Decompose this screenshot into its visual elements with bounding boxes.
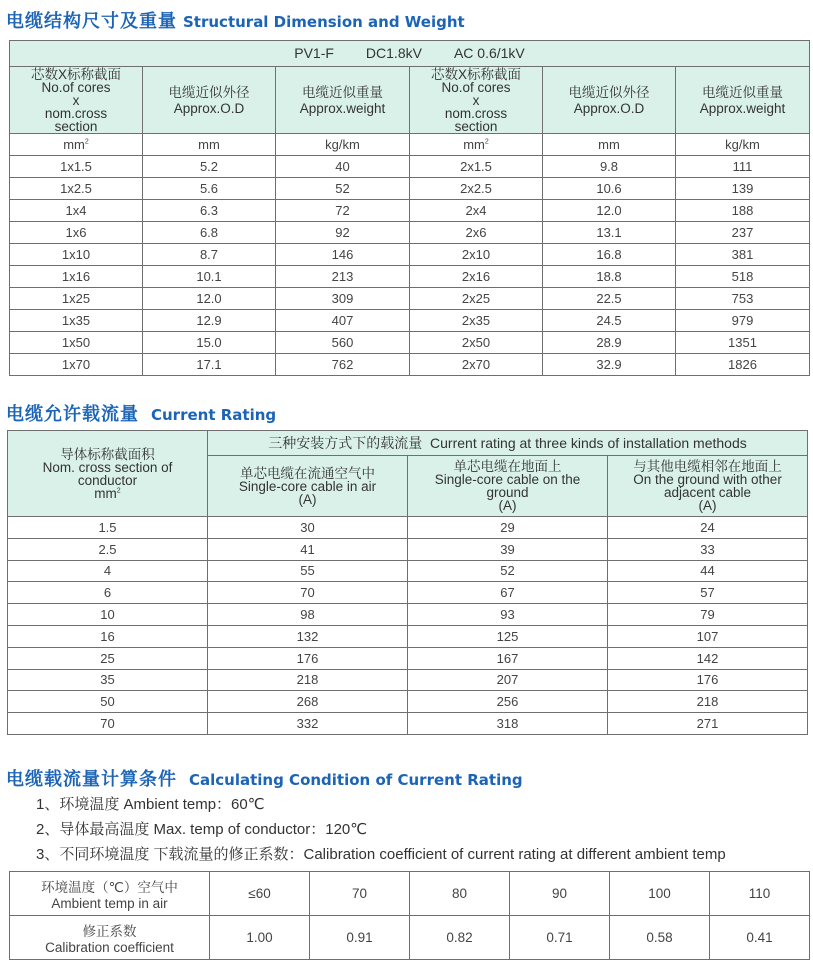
- unit-superscript: 2: [116, 487, 121, 494]
- spec-dc-voltage: DC1.8kV: [365, 45, 422, 61]
- header-approx-weight: [276, 67, 410, 134]
- table-cell: 381: [676, 244, 810, 266]
- table-row: [10, 200, 810, 222]
- header-cn: 电缆近似重量: [302, 84, 383, 100]
- table-cell: 72: [276, 200, 410, 222]
- table-row: [10, 354, 810, 376]
- table-cell: 5.2: [143, 156, 276, 178]
- header-single-core-ground: [408, 456, 608, 517]
- table-cell: 1x1.5: [10, 156, 143, 178]
- header-en-line: conductor: [77, 472, 138, 488]
- table-cell: 15.0: [143, 332, 276, 354]
- table-cell: 24: [608, 517, 808, 539]
- header-unit: [8, 487, 207, 500]
- table-cell: 762: [276, 354, 410, 376]
- header-unit: (A): [698, 498, 717, 513]
- table-cell: 28.9: [543, 332, 676, 354]
- table-cell: 33: [608, 538, 808, 560]
- table-cell: 1x25: [10, 288, 143, 310]
- header-en-line: Nom. cross section of: [42, 459, 173, 475]
- header-cn: 导体标称截面积: [60, 446, 155, 462]
- current-title-en: Current Rating: [151, 406, 277, 424]
- table-cell: 256: [408, 691, 608, 713]
- structural-section-title: [6, 5, 465, 33]
- table-cell: 332: [208, 713, 408, 735]
- table-cell: 1x10: [10, 244, 143, 266]
- coefficient-cell: 0.82: [410, 916, 510, 960]
- temperature-row: [10, 872, 810, 916]
- unit-superscript: 2: [484, 138, 489, 146]
- table-cell: 29: [408, 517, 608, 539]
- table-cell: 146: [276, 244, 410, 266]
- table-cell: 17.1: [143, 354, 276, 376]
- table-cell: 98: [208, 604, 408, 626]
- current-title-cn: 电缆允许载流量: [6, 404, 139, 425]
- coefficient-cell: 1.00: [210, 916, 310, 960]
- header-unit: (A): [298, 491, 317, 507]
- unit-cell: mm: [543, 134, 676, 156]
- header-cn: 电缆近似外径: [168, 84, 250, 100]
- header-cn: 芯数X标称截面: [30, 66, 121, 82]
- header-en-line: No.of cores: [441, 79, 511, 95]
- table-cell: 93: [408, 604, 608, 626]
- header-en-line: ground: [486, 485, 529, 500]
- table-cell: 10: [8, 604, 208, 626]
- unit-text: mm: [463, 137, 485, 152]
- table-cell: 271: [608, 713, 808, 735]
- table-cell: 6.3: [143, 200, 276, 222]
- table-cell: 67: [408, 582, 608, 604]
- header-cn: 芯数X标称截面: [430, 66, 521, 82]
- table-cell: 16: [8, 625, 208, 647]
- structural-table-body: [10, 156, 810, 376]
- table-cell: 518: [676, 266, 810, 288]
- header-single-core-air: [208, 456, 408, 517]
- table-cell: 30: [208, 517, 408, 539]
- condition-item-ambient-temp: 1、环境温度 Ambient temp：60℃: [36, 796, 265, 813]
- table-cell: 25: [8, 647, 208, 669]
- table-cell: 309: [276, 288, 410, 310]
- current-section-title: [6, 398, 276, 426]
- table-cell: 52: [276, 178, 410, 200]
- header-en-line: No.of cores: [41, 79, 111, 95]
- table-cell: 2.5: [8, 538, 208, 560]
- calibration-coefficient-label: [10, 916, 210, 960]
- current-rating-table: [7, 430, 808, 735]
- temp-cell: 110: [710, 872, 810, 916]
- table-cell: 70: [208, 582, 408, 604]
- table-row: [10, 310, 810, 332]
- header-approx-od: [143, 67, 276, 134]
- label-cn: 修正系数: [82, 924, 137, 939]
- header-cn: 三种安装方式下的载流量: [268, 434, 423, 451]
- table-cell: 2x4: [410, 200, 543, 222]
- table-cell: 213: [276, 266, 410, 288]
- header-cn: 电缆近似重量: [702, 84, 783, 100]
- header-cores-section-2: [410, 67, 543, 134]
- table-cell: 753: [676, 288, 810, 310]
- table-cell: 2x2.5: [410, 178, 543, 200]
- table-cell: 55: [208, 560, 408, 582]
- table-row: [8, 517, 808, 539]
- header-en-line: x: [72, 92, 80, 108]
- table-row: [8, 691, 808, 713]
- table-cell: 9.8: [543, 156, 676, 178]
- table-cell: 560: [276, 332, 410, 354]
- spec-model: PV1-F: [294, 45, 334, 61]
- table-cell: 79: [608, 604, 808, 626]
- header-cores-section: [10, 67, 143, 134]
- header-en-line: section: [54, 118, 98, 134]
- table-cell: 218: [608, 691, 808, 713]
- header-en-line: Approx.weight: [699, 100, 786, 116]
- table-cell: 5.6: [143, 178, 276, 200]
- table-cell: 1x4: [10, 200, 143, 222]
- table-cell: 1x35: [10, 310, 143, 332]
- header-en-line: On the ground with other: [633, 472, 782, 487]
- table-cell: 125: [408, 625, 608, 647]
- header-approx-weight-2: [676, 67, 810, 134]
- spec-ac-voltage: AC 0.6/1kV: [453, 45, 525, 61]
- table-row: [8, 713, 808, 735]
- table-cell: 50: [8, 691, 208, 713]
- table-cell: 35: [8, 669, 208, 691]
- table-cell: 139: [676, 178, 810, 200]
- label-cn: 环境温度（℃）空气中: [41, 880, 178, 895]
- coefficient-cell: 0.71: [510, 916, 610, 960]
- table-cell: 16.8: [543, 244, 676, 266]
- conditions-title-cn: 电缆载流量计算条件: [6, 769, 177, 790]
- table-row: [10, 222, 810, 244]
- table-row: [8, 538, 808, 560]
- label-en: Ambient temp in air: [51, 896, 168, 911]
- table-cell: 10.6: [543, 178, 676, 200]
- table-cell: 107: [608, 625, 808, 647]
- table-row: [8, 625, 808, 647]
- header-en-line: Approx.O.D: [173, 100, 245, 116]
- table-cell: 12.9: [143, 310, 276, 332]
- table-cell: 57: [608, 582, 808, 604]
- table-cell: 2x35: [410, 310, 543, 332]
- header-cn: 单芯电缆在流通空气中: [240, 465, 375, 481]
- table-cell: 142: [608, 647, 808, 669]
- table-cell: 1x6: [10, 222, 143, 244]
- coefficient-cell: 0.91: [310, 916, 410, 960]
- table-cell: 32.9: [543, 354, 676, 376]
- structural-dimension-table: [9, 40, 810, 376]
- unit-superscript: 2: [84, 138, 89, 146]
- temp-cell: ≤60: [210, 872, 310, 916]
- temp-cell: 80: [410, 872, 510, 916]
- table-cell: 237: [676, 222, 810, 244]
- coefficient-cell: 0.41: [710, 916, 810, 960]
- table-cell: 1.5: [8, 517, 208, 539]
- table-cell: 176: [608, 669, 808, 691]
- table-row: [10, 288, 810, 310]
- table-cell: 22.5: [543, 288, 676, 310]
- table-cell: 39: [408, 538, 608, 560]
- header-unit: (A): [498, 498, 517, 513]
- unit-text: mm: [63, 137, 85, 152]
- table-cell: 6: [8, 582, 208, 604]
- table-row: [10, 332, 810, 354]
- table-cell: 2x70: [410, 354, 543, 376]
- table-cell: 18.8: [543, 266, 676, 288]
- header-en-line: nom.cross: [44, 105, 108, 121]
- table-row: [8, 582, 808, 604]
- table-cell: 188: [676, 200, 810, 222]
- table-cell: 44: [608, 560, 808, 582]
- header-installation-methods: [208, 431, 808, 456]
- condition-item-max-temp: 2、导体最高温度 Max. temp of conductor：120℃: [36, 821, 368, 838]
- conditions-title-en: Calculating Condition of Current Rating: [189, 771, 523, 789]
- unit-cell: [410, 134, 543, 156]
- table-cell: 2x25: [410, 288, 543, 310]
- table-cell: 52: [408, 560, 608, 582]
- header-en-line: section: [454, 118, 498, 134]
- coefficient-cell: 0.58: [610, 916, 710, 960]
- ambient-temp-label: [10, 872, 210, 916]
- table-cell: 132: [208, 625, 408, 647]
- units-row: [10, 134, 810, 156]
- table-cell: 111: [676, 156, 810, 178]
- table-cell: 2x10: [410, 244, 543, 266]
- header-en-line: Single-core cable on the: [434, 472, 581, 487]
- table-cell: 1826: [676, 354, 810, 376]
- table-cell: 167: [408, 647, 608, 669]
- header-adjacent-cable: [608, 456, 808, 517]
- table-row: [8, 647, 808, 669]
- table-cell: 6.8: [143, 222, 276, 244]
- conditions-section-title: [6, 763, 523, 791]
- table-row: [8, 560, 808, 582]
- table-row: [10, 244, 810, 266]
- table-cell: 24.5: [543, 310, 676, 332]
- unit-cell: mm: [143, 134, 276, 156]
- table-cell: 407: [276, 310, 410, 332]
- table-cell: 218: [208, 669, 408, 691]
- table-row: [10, 266, 810, 288]
- table-cell: 2x50: [410, 332, 543, 354]
- table-cell: 1x50: [10, 332, 143, 354]
- header-cn: 单芯电缆在地面上: [453, 459, 562, 474]
- unit-cell: kg/km: [276, 134, 410, 156]
- table-cell: 1x16: [10, 266, 143, 288]
- header-cn: 与其他电缆相邻在地面上: [633, 459, 782, 474]
- table-cell: 979: [676, 310, 810, 332]
- table-cell: 2x1.5: [410, 156, 543, 178]
- header-nom-cross-section: [8, 431, 208, 517]
- coefficient-row: [10, 916, 810, 960]
- table-cell: 1351: [676, 332, 810, 354]
- header-en-line: Approx.weight: [299, 100, 386, 116]
- table-cell: 2x6: [410, 222, 543, 244]
- table-cell: 92: [276, 222, 410, 244]
- table-cell: 13.1: [543, 222, 676, 244]
- table-cell: 318: [408, 713, 608, 735]
- table-cell: 207: [408, 669, 608, 691]
- current-table-body: [8, 517, 808, 735]
- header-en-line: adjacent cable: [663, 485, 752, 500]
- table-cell: 10.1: [143, 266, 276, 288]
- table-row: [10, 156, 810, 178]
- table-row: [8, 604, 808, 626]
- table-cell: 1x2.5: [10, 178, 143, 200]
- header-en-line: nom.cross: [444, 105, 508, 121]
- header-en-line: Approx.O.D: [573, 100, 645, 116]
- temp-cell: 90: [510, 872, 610, 916]
- temp-cell: 100: [610, 872, 710, 916]
- table-cell: 8.7: [143, 244, 276, 266]
- table-cell: 41: [208, 538, 408, 560]
- temp-cell: 70: [310, 872, 410, 916]
- unit-text: mm: [94, 485, 117, 501]
- table-cell: 12.0: [143, 288, 276, 310]
- table-cell: 176: [208, 647, 408, 669]
- table-cell: 4: [8, 560, 208, 582]
- header-approx-od-2: [543, 67, 676, 134]
- table-cell: 40: [276, 156, 410, 178]
- table-cell: 12.0: [543, 200, 676, 222]
- condition-item-calibration: 3、不同环境温度 下载流量的修正系数：Calibration coefficient of current rating at different ambient temp: [36, 846, 726, 863]
- header-en: Current rating at three kinds of installation methods: [430, 434, 747, 451]
- table-cell: 70: [8, 713, 208, 735]
- table-row: [10, 178, 810, 200]
- label-en: Calibration coefficient: [45, 940, 174, 955]
- header-cn: 电缆近似外径: [568, 84, 650, 100]
- table-row: [8, 669, 808, 691]
- header-en-line: Single-core cable in air: [238, 478, 377, 494]
- unit-cell: kg/km: [676, 134, 810, 156]
- cable-spec-header: [10, 41, 810, 67]
- header-en-line: x: [472, 92, 480, 108]
- unit-cell: [10, 134, 143, 156]
- structural-title-cn: 电缆结构尺寸及重量: [6, 11, 177, 32]
- table-cell: 2x16: [410, 266, 543, 288]
- structural-title-en: Structural Dimension and Weight: [183, 13, 465, 31]
- calibration-table: [9, 871, 810, 960]
- table-cell: 268: [208, 691, 408, 713]
- table-cell: 1x70: [10, 354, 143, 376]
